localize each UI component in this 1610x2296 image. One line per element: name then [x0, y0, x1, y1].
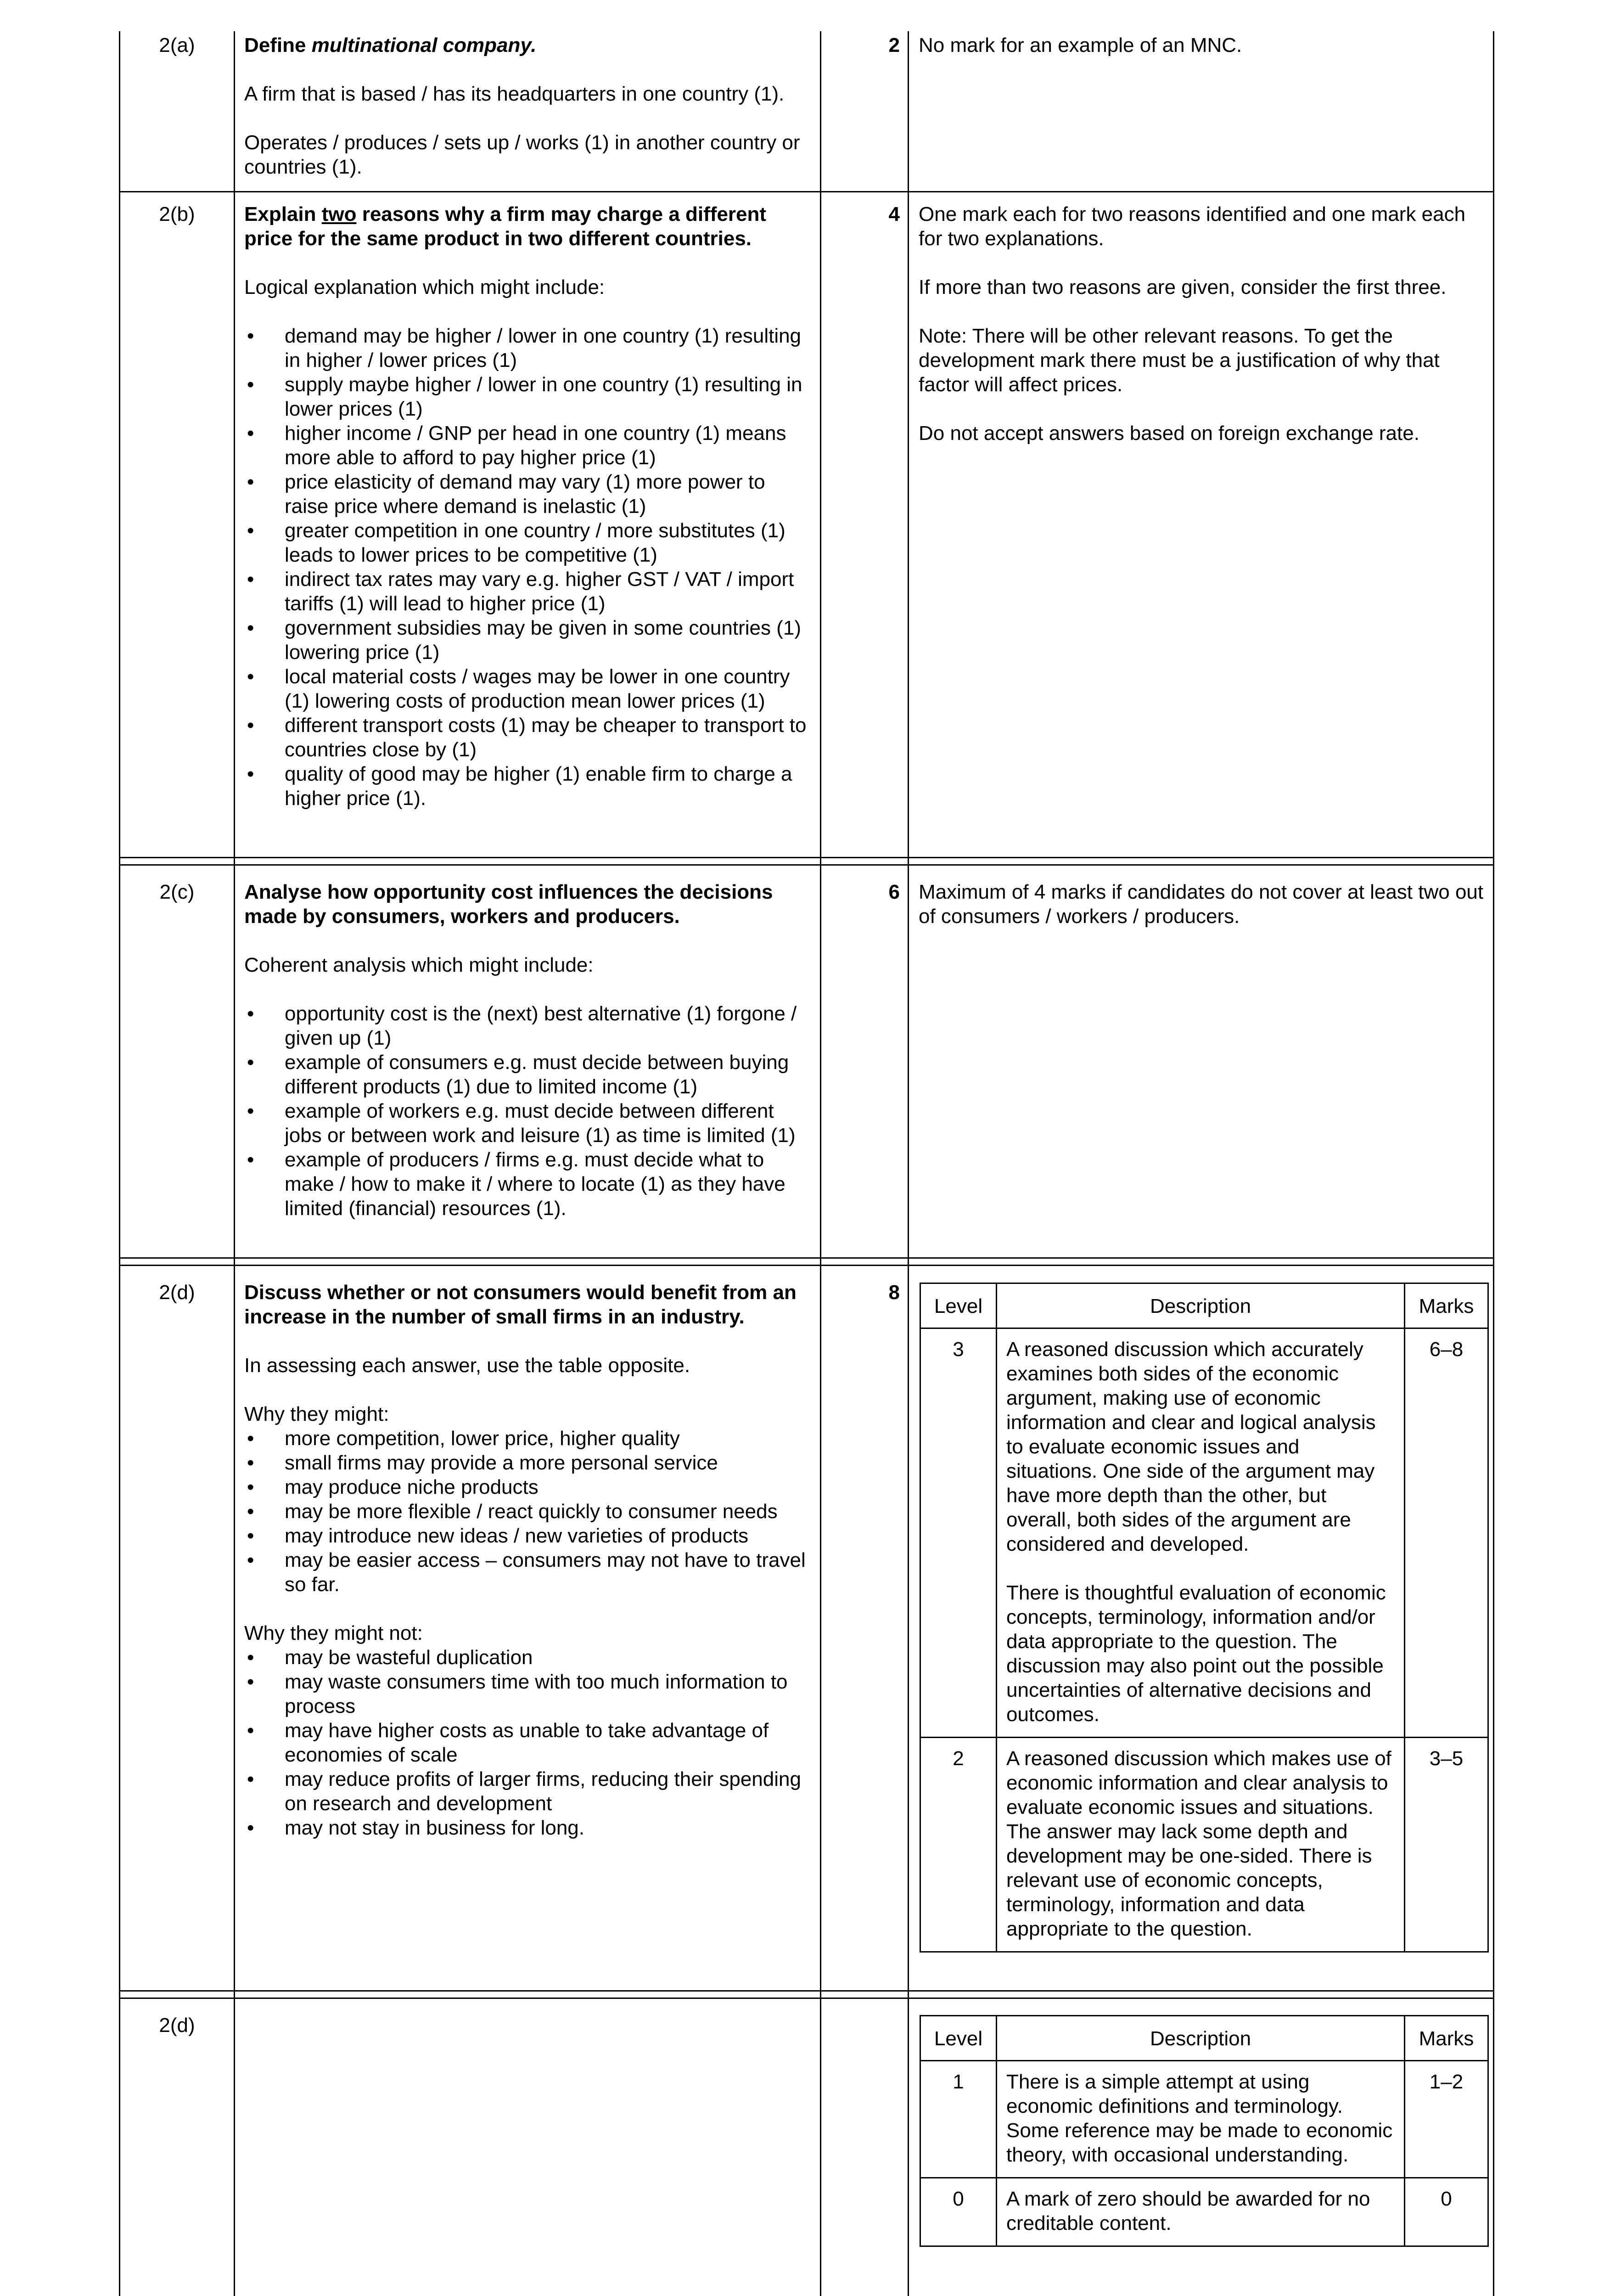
level-row [920, 1738, 1488, 1952]
question-title: Discuss whether or not consumers would benefit from an increase in the number of small firms in an industry. [244, 1281, 797, 1328]
answer-bullet: • opportunity cost is the (next) best alternative (1) forgone / given up (1) [244, 1002, 813, 1050]
answer-intro: Logical explanation which might include: [244, 276, 605, 298]
question-title [244, 33, 813, 57]
guidance-note: Maximum of 4 marks if candidates do not cover at least two out of consumers / workers / producers. [919, 881, 1484, 928]
answer-bullet: • may be wasteful duplication [244, 1645, 813, 1670]
question-title: Analyse how opportunity cost influences the decisions made by consumers, workers and producers. [244, 881, 773, 928]
answer-bullet: • more competition, lower price, higher quality [244, 1426, 813, 1451]
answer-bullet: • may have higher costs as unable to take advantage of economies of scale [244, 1718, 813, 1767]
level-description-text: A reasoned discussion which accurately examines both sides of the economic argument, making use of economic information and clear and logical analysis to evaluate economic issues and situations. One side of the argument may have more depth than the other, but overall, both sides of the argument are considered and developed. [1006, 1338, 1376, 1555]
answer-cell [244, 880, 813, 1221]
level-descriptor-table [920, 1283, 1489, 1953]
answer-intro: Coherent analysis which might include: [244, 954, 594, 976]
description-column-header: Description [997, 1283, 1405, 1328]
right-border [1493, 31, 1494, 2296]
level-row [920, 2178, 1488, 2246]
answer-bullet: • quality of good may be higher (1) enable firm to charge a higher price (1). [244, 762, 813, 810]
answer-paragraph: Operates / produces / sets up / works (1) in another country or countries (1). [244, 131, 800, 178]
level-table-header [920, 1283, 1488, 1328]
level-table-header [920, 2016, 1488, 2061]
guidance-note: Note: There will be other relevant reasons. To get the development mark there must be a justification of why that factor will affect prices. [919, 325, 1440, 396]
row-divider-double [119, 1998, 1494, 1999]
answer-bullet: • may waste consumers time with too much information to process [244, 1670, 813, 1718]
question-title [244, 202, 813, 251]
question-title-term: multinational company. [311, 34, 537, 56]
column-divider [820, 31, 821, 2296]
answer-bullet-list [244, 1002, 813, 1221]
row-divider [119, 191, 1494, 192]
level-column-header: Level [920, 1283, 997, 1328]
question-number: 2(a) [159, 34, 195, 56]
level-number: 2 [920, 1738, 997, 1952]
level-row [920, 2061, 1488, 2178]
marks-column-header: Marks [1405, 1283, 1488, 1328]
question-title-text: Define [244, 34, 312, 56]
column-divider [234, 31, 235, 2296]
list-heading: Why they might not: [244, 1622, 423, 1644]
level-number: 3 [920, 1328, 997, 1738]
level-number: 0 [920, 2178, 997, 2246]
column-divider [908, 31, 909, 2296]
level-description [997, 2178, 1405, 2246]
answer-bullet: • demand may be higher / lower in one country (1) resulting in higher / lower prices (1) [244, 324, 813, 372]
answer-bullet: • indirect tax rates may vary e.g. higher GST / VAT / import tariffs (1) will lead to higher price (1) [244, 567, 813, 616]
row-divider-double [119, 864, 1494, 866]
level-marks: 3–5 [1405, 1738, 1488, 1952]
answer-bullet: • government subsidies may be given in some countries (1) lowering price (1) [244, 616, 813, 664]
guidance-cell [919, 202, 1488, 445]
answer-bullet: • supply maybe higher / lower in one country (1) resulting in lower prices (1) [244, 372, 813, 421]
level-description-text: A mark of zero should be awarded for no creditable content. [1006, 2188, 1370, 2234]
question-title-text: Explain [244, 203, 322, 225]
guidance-note: No mark for an example of an MNC. [919, 34, 1242, 56]
answer-bullet-list [244, 1426, 813, 1597]
level-description [997, 2061, 1405, 2178]
level-marks: 0 [1405, 2178, 1488, 2246]
total-marks: 8 [888, 1281, 900, 1304]
answer-paragraph: A firm that is based / has its headquarters in one country (1). [244, 83, 785, 105]
left-border [119, 31, 120, 2296]
answer-cell [244, 1280, 813, 1840]
level-marks: 1–2 [1405, 2061, 1488, 2178]
question-number: 2(d) [159, 1281, 195, 1304]
list-heading: Why they might: [244, 1403, 389, 1425]
level-description-text: A reasoned discussion which makes use of economic information and clear analysis to evaluate economic issues and situations. The answer may lack some depth and development may be one-sided. There is relevant use of economic concepts, terminology, information and data appropriate to the question. [1006, 1747, 1391, 1940]
answer-intro: In assessing each answer, use the table opposite. [244, 1354, 690, 1377]
level-marks: 6–8 [1405, 1328, 1488, 1738]
guidance-cell [919, 33, 1488, 57]
row-divider-double [119, 857, 1494, 858]
row-divider-double [119, 1257, 1494, 1259]
answer-bullet: • example of workers e.g. must decide between different jobs or between work and leisure (1) as time is limited (1) [244, 1099, 813, 1148]
answer-bullet-list [244, 324, 813, 810]
level-number: 1 [920, 2061, 997, 2178]
question-number: 2(c) [159, 881, 195, 903]
question-number: 2(d) [159, 2014, 195, 2037]
answer-bullet: • may produce niche products [244, 1475, 813, 1499]
total-marks: 6 [888, 881, 900, 903]
answer-bullet: • may introduce new ideas / new varieties of products [244, 1524, 813, 1548]
level-row [920, 1328, 1488, 1738]
answer-bullet: • different transport costs (1) may be cheaper to transport to countries close by (1) [244, 713, 813, 762]
answer-bullet: • may not stay in business for long. [244, 1816, 813, 1840]
answer-cell [244, 33, 813, 179]
level-description [997, 1738, 1405, 1952]
level-description [997, 1328, 1405, 1738]
row-divider-double [119, 1265, 1494, 1266]
total-marks: 2 [888, 34, 900, 56]
answer-bullet: • may be more flexible / react quickly to consumer needs [244, 1499, 813, 1524]
answer-bullet: • price elasticity of demand may vary (1) more power to raise price where demand is inelastic (1) [244, 470, 813, 518]
total-marks: 4 [888, 203, 900, 225]
answer-bullet: • example of producers / firms e.g. must decide what to make / how to make it / where to locate (1) as they have limited (financial) resources (1). [244, 1148, 813, 1221]
description-column-header: Description [997, 2016, 1405, 2061]
answer-bullet: • may reduce profits of larger firms, reducing their spending on research and development [244, 1767, 813, 1816]
answer-cell [244, 202, 813, 810]
answer-bullet: • example of consumers e.g. must decide between buying different products (1) due to limited income (1) [244, 1050, 813, 1099]
level-description-text: There is thoughtful evaluation of economic concepts, terminology, information and/or data appropriate to the question. The discussion may also point out the possible uncertainties of alternative decisions and outcomes. [1006, 1581, 1386, 1726]
row-divider-double [119, 1990, 1494, 1992]
answer-bullet-list [244, 1645, 813, 1840]
guidance-cell [919, 880, 1488, 929]
guidance-note: One mark each for two reasons identified and one mark each for two explanations. [919, 203, 1466, 250]
answer-bullet: • greater competition in one country / more substitutes (1) leads to lower prices to be competitive (1) [244, 518, 813, 567]
level-descriptor-table [920, 2015, 1489, 2247]
marks-column-header: Marks [1405, 2016, 1488, 2061]
guidance-note: Do not accept answers based on foreign exchange rate. [919, 422, 1419, 445]
question-title-emphasis: two [321, 203, 357, 225]
level-column-header: Level [920, 2016, 997, 2061]
answer-bullet: • local material costs / wages may be lower in one country (1) lowering costs of production mean lower prices (1) [244, 664, 813, 713]
level-description-text: There is a simple attempt at using economic definitions and terminology. Some reference may be made to economic theory, with occasional understanding. [1006, 2071, 1393, 2166]
question-number: 2(b) [159, 203, 195, 225]
answer-bullet: • may be easier access – consumers may not have to travel so far. [244, 1548, 813, 1597]
guidance-note: If more than two reasons are given, consider the first three. [919, 276, 1447, 298]
question-title-text: reasons why a firm may charge a different price for the same product in two different countries. [244, 203, 767, 250]
answer-bullet: • higher income / GNP per head in one country (1) means more able to afford to pay higher price (1) [244, 421, 813, 470]
answer-bullet: • small firms may provide a more personal service [244, 1451, 813, 1475]
